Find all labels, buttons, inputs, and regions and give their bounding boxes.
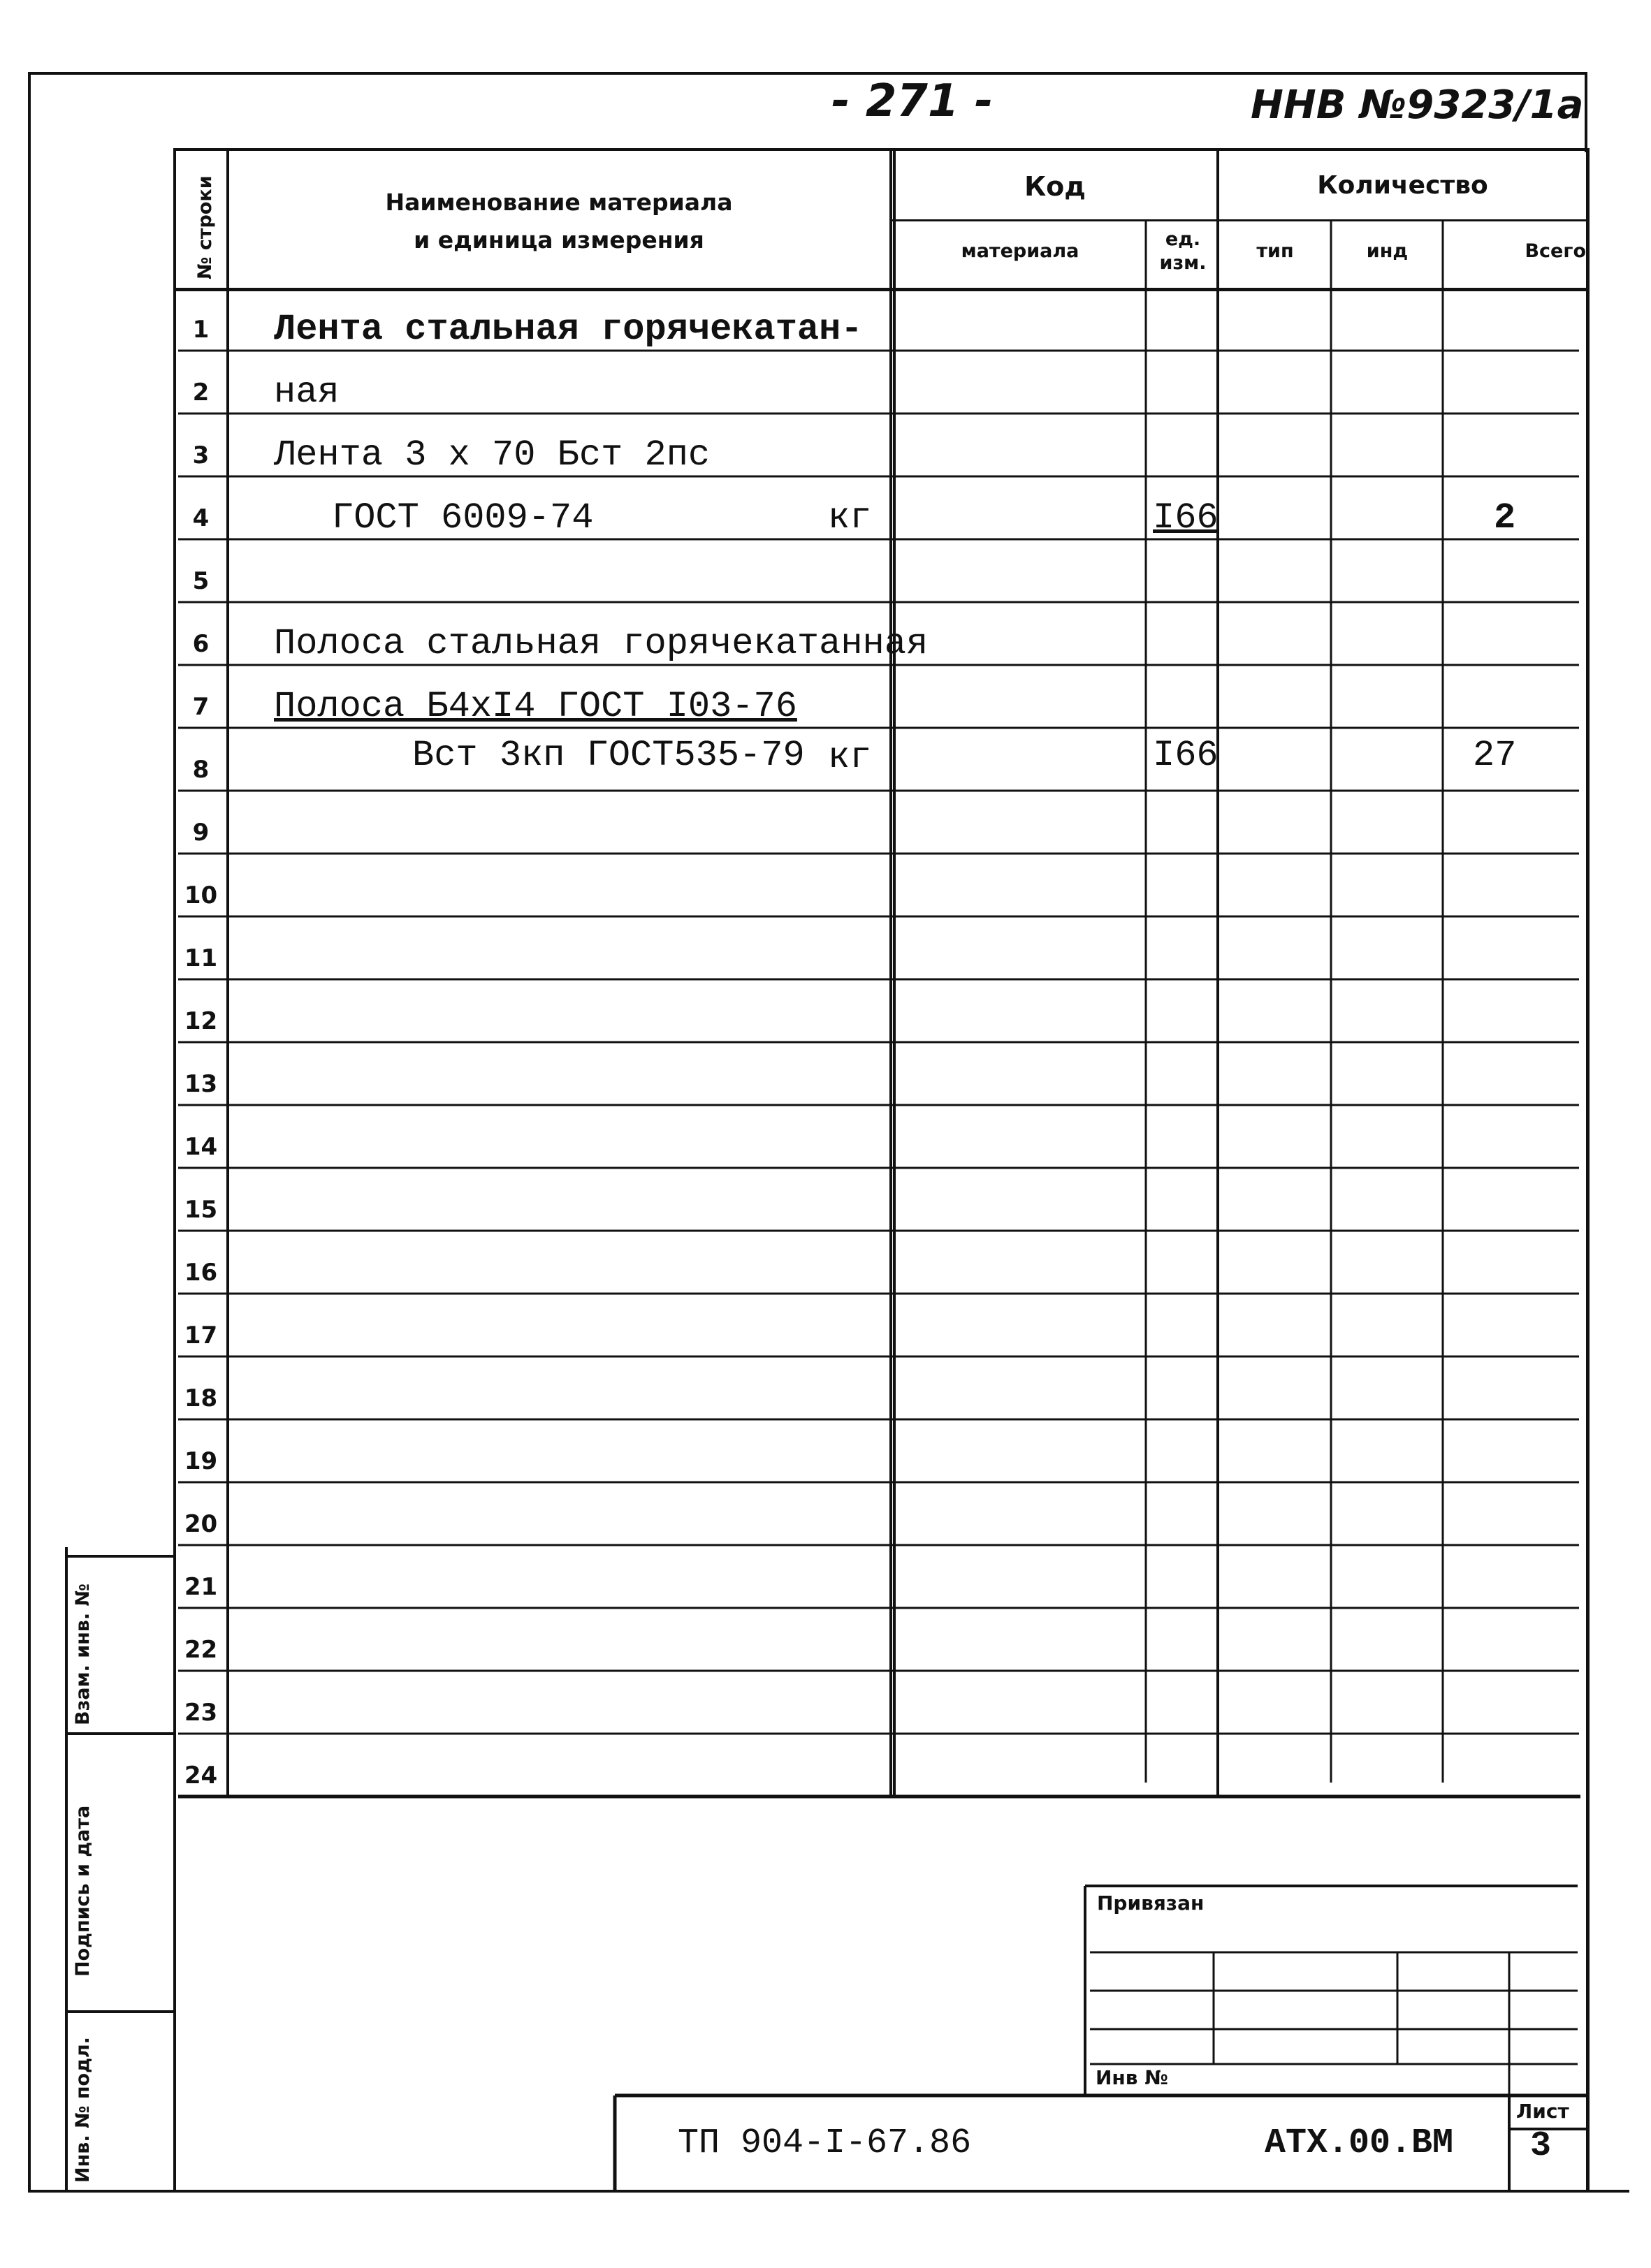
- row-1-name: Лента стальная горячекатан-: [274, 309, 863, 350]
- row-8-code: I66: [1153, 735, 1219, 776]
- row-number: 17: [184, 1322, 218, 1349]
- row-number: 18: [184, 1384, 218, 1412]
- header-individual: инд: [1366, 240, 1409, 262]
- project-code: ТП 904-I-67.86: [678, 2123, 972, 2163]
- header-name-line1: Наименование материала: [385, 189, 733, 216]
- row-number: 22: [184, 1636, 218, 1664]
- row-4-total: 2: [1494, 497, 1516, 539]
- row-number: 23: [184, 1699, 218, 1727]
- row-number: 10: [184, 881, 218, 909]
- row-number: 16: [184, 1259, 218, 1287]
- row-number: 4: [192, 504, 210, 532]
- row-7-name: Полоса Б4хI4 ГОСТ I03-76: [274, 686, 797, 727]
- row-number: 15: [184, 1196, 218, 1224]
- row-3-name: Лента 3 х 70 Бст 2пс: [274, 434, 711, 476]
- header-quantity: Количество: [1317, 171, 1488, 200]
- stamp-inv-original: Инв. № подл.: [72, 2037, 94, 2183]
- row-4-name: ГОСТ 6009-74: [332, 497, 594, 539]
- header-unit-line1: ед.: [1165, 228, 1201, 250]
- header-code: Код: [1024, 171, 1086, 202]
- row-4-unit: кг: [828, 497, 872, 539]
- row-number: 8: [192, 756, 210, 784]
- row-number: 1: [192, 316, 210, 344]
- row-number: 24: [184, 1762, 218, 1790]
- row-8-unit: кг: [828, 737, 872, 778]
- binding-title: Привязан: [1097, 1892, 1205, 1915]
- header-type: тип: [1256, 240, 1294, 262]
- row-number: 5: [192, 567, 210, 595]
- page-number: - 271 -: [831, 75, 994, 127]
- row-8-name: Вст 3кп ГОСТ535-79: [412, 735, 805, 776]
- header-total: Всего: [1525, 240, 1586, 262]
- row-number: 3: [192, 441, 210, 469]
- header-name-line2: и единица измерения: [414, 226, 704, 254]
- document-code: АТХ.00.ВМ: [1265, 2123, 1454, 2163]
- row-number: 13: [184, 1070, 218, 1098]
- row-2-name: ная: [274, 372, 340, 413]
- stamp-signature-date: Подпись и дата: [72, 1805, 94, 1977]
- header-material: материала: [961, 240, 1079, 262]
- row-4-code: I66: [1153, 497, 1219, 539]
- archive-number: ННВ №9323/1а: [1251, 82, 1584, 128]
- row-8-total: 27: [1473, 735, 1517, 776]
- row-number: 7: [192, 693, 210, 721]
- stamp-replaced-inv: Взам. инв. №: [72, 1583, 94, 1725]
- row-number: 20: [184, 1510, 218, 1538]
- row-number: 12: [184, 1007, 218, 1035]
- sheet-label: Лист: [1516, 2100, 1569, 2123]
- row-6-name: Полоса стальная горячекатанная: [274, 623, 929, 664]
- row-number: 6: [192, 630, 210, 658]
- header-row-number: № строки: [194, 175, 216, 279]
- row-number: 19: [184, 1447, 218, 1475]
- binding-inv-no: Инв №: [1096, 2066, 1168, 2089]
- row-number: 2: [192, 379, 210, 407]
- header-unit-line2: изм.: [1159, 252, 1207, 274]
- row-number: 11: [184, 944, 218, 972]
- row-number: 21: [184, 1573, 218, 1601]
- row-number: 9: [192, 819, 210, 847]
- sheet-number: 3: [1530, 2126, 1552, 2166]
- row-number: 14: [184, 1133, 218, 1161]
